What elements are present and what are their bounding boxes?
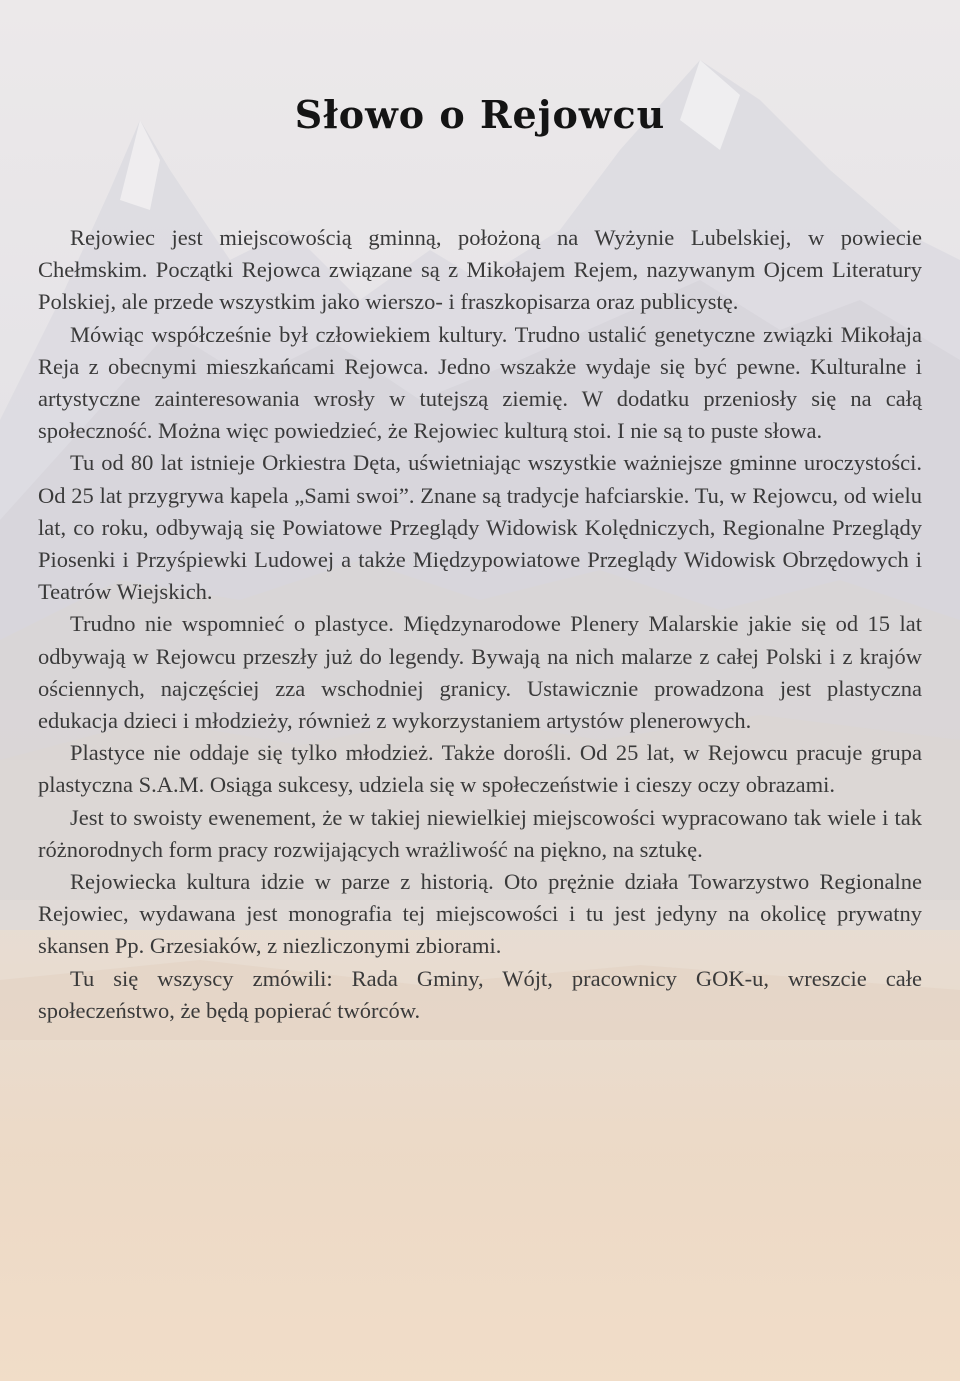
paragraph: Jest to swoisty ewenement, że w takiej niewielkiej miejscowości wypracowano tak wiele i tak różnorodnych form pracy rozwijających wrażliwość na piękno, na sztukę.	[38, 804, 922, 862]
paragraph: Plastyce nie oddaje się tylko młodzież. Także dorośli. Od 25 lat, w Rejowcu pracuje grupa plastyczna S.A.M. Osiąga sukcesy, udziela się w społeczeństwie i cieszy oczy obrazami.	[38, 740, 922, 798]
paragraph: Mówiąc współcześnie był człowiekiem kultury. Trudno ustalić genetyczne związki Mikołaja Reja z obecnymi mieszkańcami Rejowca. Jedno wszakże wydaje się być pewne. Kulturalne i artystyczne zainteresowania wrosły w tutejszą ziemię. W dodatku przeniosły się na całą społeczność. Można więc powiedzieć, że Rejowiec kulturą stoi. I nie są to puste słowa.	[38, 321, 922, 444]
paragraph: Tu się wszyscy zmówili: Rada Gminy, Wójt, pracownicy GOK-u, wreszcie całe społeczeństwo, że będą popierać twórców.	[38, 965, 922, 1023]
paragraph: Rejowiec jest miejscowością gminną, położoną na Wyżynie Lubelskiej, w powiecie Chełmskim. Początki Rejowca związane są z Mikołajem Rejem, nazywanym Ojcem Literatury Polskiej, ale przede wszystkim jako wierszo- i fraszkopisarza oraz publicystę.	[38, 225, 922, 315]
body-text	[38, 222, 922, 1027]
paragraph: Tu od 80 lat istnieje Orkiestra Dęta, uświetniając wszystkie ważniejsze gminne uroczystości. Od 25 lat przygrywa kapela „Sami swoi”. Znane są tradycje hafciarskie. Tu, w Rejowcu, od wielu lat, co roku, odbywają się Powiatowe Przeglądy Widowisk Kolędniczych, Regionalne Przeglądy Piosenki i Przyśpiewki Ludowej a także Międzypowiatowe Przeglądy Widowisk Obrzędowych i Teatrów Wiejskich.	[38, 450, 922, 605]
paragraph: Rejowiecka kultura idzie w parze z historią. Oto prężnie działa Towarzystwo Regionalne Rejowiec, wydawana jest monografia tej miejscowości i tu jest jedyny na okolicę prywatny skansen Pp. Grzesiaków, z niezliczonymi zbiorami.	[38, 869, 922, 959]
paragraph: Trudno nie wspomnieć o plastyce. Międzynarodowe Plenery Malarskie jakie się od 15 lat odbywają w Rejowcu przeszły już do legendy. Bywają na nich malarze z całej Polski i z krajów ościennych, najczęściej zza wschodniej granicy. Ustawicznie prowadzona jest plastyczna edukacja dzieci i młodzieży, również z wykorzystaniem artystów plenerowych.	[38, 611, 922, 734]
page-title: Słowo o Rejowcu	[294, 92, 666, 137]
